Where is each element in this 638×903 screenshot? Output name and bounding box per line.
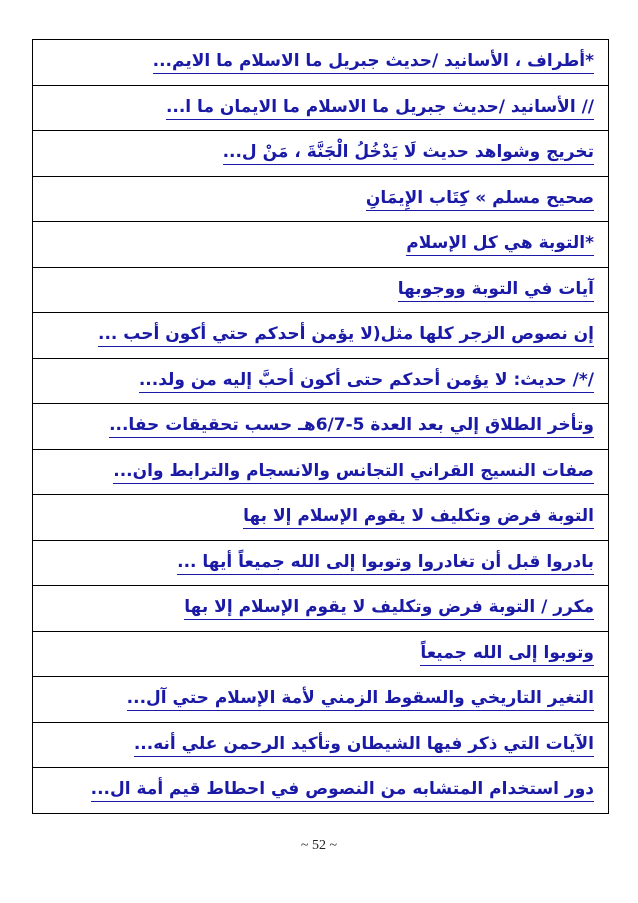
entry-cell[interactable] xyxy=(33,449,609,495)
table-row[interactable] xyxy=(33,358,609,404)
entry-link[interactable]: آيات في التوبة ووجوبها xyxy=(398,278,594,302)
entry-link[interactable]: وتوبوا إلى الله جميعاً xyxy=(420,642,594,666)
table-row[interactable] xyxy=(33,677,609,723)
entry-cell[interactable] xyxy=(33,222,609,268)
entry-cell[interactable] xyxy=(33,722,609,768)
table-row[interactable] xyxy=(33,404,609,450)
table-row[interactable] xyxy=(33,495,609,541)
entry-cell[interactable] xyxy=(33,768,609,814)
table-row[interactable] xyxy=(33,85,609,131)
entry-link[interactable]: التوبة فرض وتكليف لا يقوم الإسلام إلا بها xyxy=(243,505,594,529)
entry-cell[interactable] xyxy=(33,540,609,586)
entry-link[interactable]: بادروا قبل أن تغادروا وتوبوا إلى الله جميعاً أيها ... xyxy=(177,551,594,575)
entry-link[interactable]: *أطراف ، الأسانيد /حديث جبريل ما الاسلام ما الايم... xyxy=(153,50,594,74)
table-row[interactable] xyxy=(33,449,609,495)
entry-cell[interactable] xyxy=(33,267,609,313)
entry-cell[interactable] xyxy=(33,586,609,632)
entry-link[interactable]: // الأسانيد /حديث جبريل ما الاسلام ما الايمان ما ا... xyxy=(166,96,594,120)
entry-link[interactable]: وتأخر الطلاق إلي بعد العدة 5-6/7هـ حسب تحقيقات حفا... xyxy=(109,414,594,438)
entry-link[interactable]: صحيح مسلم » كِتَاب الإِيمَانِ xyxy=(366,187,594,211)
entry-link[interactable]: صفات النسيج القراني التجانس والانسجام والترابط وان... xyxy=(113,460,594,484)
table-row[interactable] xyxy=(33,267,609,313)
entry-link[interactable]: إن نصوص الزجر كلها مثل(لا يؤمن أحدكم حتي أكون أحب ... xyxy=(98,323,594,347)
table-row[interactable] xyxy=(33,722,609,768)
entry-cell[interactable] xyxy=(33,404,609,450)
table-row[interactable] xyxy=(33,313,609,359)
entry-link[interactable]: مكرر / التوبة فرض وتكليف لا يقوم الإسلام إلا بها xyxy=(184,596,594,620)
entry-link[interactable]: الآيات التي ذكر فيها الشيطان وتأكيد الرحمن علي أنه... xyxy=(134,733,594,757)
table-row[interactable] xyxy=(33,540,609,586)
entry-cell[interactable] xyxy=(33,495,609,541)
entry-cell[interactable] xyxy=(33,677,609,723)
table-row[interactable] xyxy=(33,40,609,86)
entry-cell[interactable] xyxy=(33,85,609,131)
entry-cell[interactable] xyxy=(33,358,609,404)
table-row[interactable] xyxy=(33,176,609,222)
table-row[interactable] xyxy=(33,131,609,177)
entry-link[interactable]: /*/ حديث: لا يؤمن أحدكم حتى أكون أحبَّ إليه من ولد... xyxy=(139,369,594,393)
entry-link[interactable]: *التوبة هي كل الإسلام xyxy=(406,232,594,256)
entry-link[interactable]: دور استخدام المتشابه من النصوص في احطاط قيم أمة ال... xyxy=(91,778,594,802)
entry-cell[interactable] xyxy=(33,176,609,222)
entry-cell[interactable] xyxy=(33,131,609,177)
page-number: ~ 52 ~ xyxy=(300,838,338,853)
entries-table xyxy=(32,39,609,814)
table-row[interactable] xyxy=(33,222,609,268)
table-row[interactable] xyxy=(33,768,609,814)
entry-cell[interactable] xyxy=(33,40,609,86)
entry-link[interactable]: التغير التاريخي والسقوط الزمني لأمة الإسلام حتي آل... xyxy=(127,687,594,711)
entry-cell[interactable] xyxy=(33,313,609,359)
table-row[interactable] xyxy=(33,586,609,632)
entry-link[interactable]: تخريج وشواهد حديث لَا يَدْخُلُ الْجَنَّةَ ، مَنْ ل... xyxy=(223,141,594,165)
entry-cell[interactable] xyxy=(33,631,609,677)
table-row[interactable] xyxy=(33,631,609,677)
